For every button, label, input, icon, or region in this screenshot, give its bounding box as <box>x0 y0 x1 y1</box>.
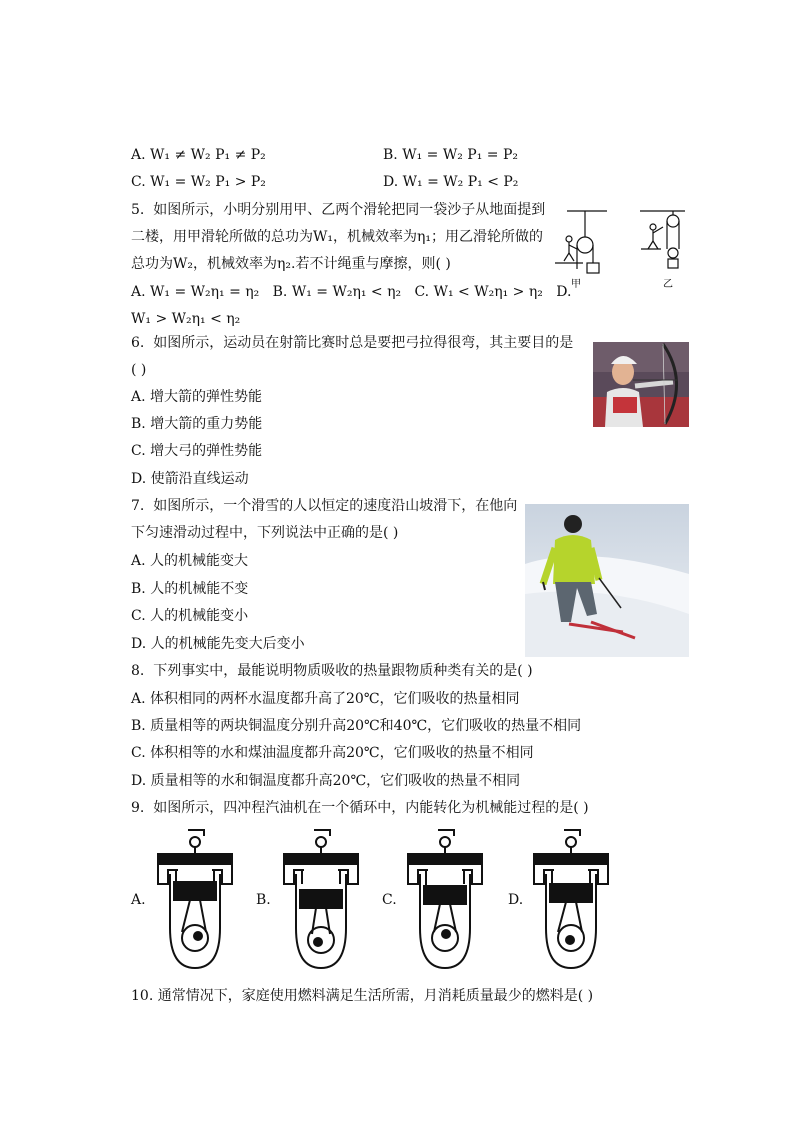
q6-option-b: B. 增大箭的重力势能 <box>131 416 263 432</box>
q6-stem: 6. 如图所示，运动员在射箭比赛时总是要把弓拉得很弯，其主要目的是 <box>131 335 574 351</box>
skier-photo <box>525 504 689 657</box>
q7-stem-line1: 7. 如图所示，一个滑雪的人以恒定的速度沿山坡滑下，在他向 <box>131 498 518 514</box>
q8-option-d: D. 质量相等的水和铜温度都升高20℃，它们吸收的热量不相同 <box>131 773 521 789</box>
q9-label-b: B. <box>256 892 271 908</box>
q8-stem: 8. 下列事实中，最能说明物质吸收的热量跟物质种类有关的是( ) <box>131 663 533 679</box>
engine-diagram-b <box>276 828 366 973</box>
engine-diagram-d <box>526 828 616 973</box>
q7-option-b: B. 人的机械能不变 <box>131 581 249 597</box>
archer-photo <box>593 342 689 427</box>
q8-option-a: A. 体积相同的两杯水温度都升高了20℃，它们吸收的热量相同 <box>131 691 520 707</box>
engine-diagram-c <box>400 828 490 973</box>
q5-option-d-cont: W₁ > W₂η₁ < η₂ <box>131 311 241 327</box>
engine-diagram-a <box>150 828 240 973</box>
q6-option-d: D. 使箭沿直线运动 <box>131 471 249 487</box>
q5-stem-line1: 5. 如图所示，小明分别用甲、乙两个滑轮把同一袋沙子从地面提到 <box>131 202 546 218</box>
q9-label-d: D. <box>508 892 524 908</box>
q10-stem: 10. 通常情况下，家庭使用燃料满足生活所需，月消耗质量最少的燃料是( ) <box>131 988 594 1004</box>
q8-option-b: B. 质量相等的两块铜温度分别升高20℃和40℃，它们吸收的热量不相同 <box>131 718 582 734</box>
pulley-figure <box>555 205 695 290</box>
q4-option-c: C. W₁ = W₂ P₁ > P₂ <box>131 174 266 190</box>
q4-option-a: A. W₁ ≠ W₂ P₁ ≠ P₂ <box>131 147 266 163</box>
q6-option-c: C. 增大弓的弹性势能 <box>131 443 263 459</box>
q5-option-b: B. W₁ = W₂η₁ < η₂ <box>272 284 402 300</box>
q6-option-a: A. 增大箭的弹性势能 <box>131 389 263 405</box>
q5-option-c: C. W₁ < W₂η₁ > η₂ <box>414 284 543 300</box>
q9-label-a: A. <box>131 892 146 908</box>
q7-option-d: D. 人的机械能先变大后变小 <box>131 636 305 652</box>
q9-stem: 9. 如图所示，四冲程汽油机在一个循环中，内能转化为机械能过程的是( ) <box>131 800 589 816</box>
q4-option-d: D. W₁ = W₂ P₁ < P₂ <box>383 174 519 190</box>
q5-stem-line3: 总功为W₂，机械效率为η₂.若不计绳重与摩擦，则( ) <box>131 256 451 272</box>
label-yi: 乙 <box>663 279 673 290</box>
q4-option-b: B. W₁ = W₂ P₁ = P₂ <box>383 147 518 163</box>
q8-option-c: C. 体积相等的水和煤油温度都升高20℃，它们吸收的热量不相同 <box>131 745 534 761</box>
q6-paren: ( ) <box>131 362 147 378</box>
q9-label-c: C. <box>382 892 397 908</box>
q5-options-row <box>131 282 571 302</box>
q7-option-a: A. 人的机械能变大 <box>131 553 249 569</box>
q7-stem-line2: 下匀速滑动过程中，下列说法中正确的是( ) <box>131 525 399 541</box>
q5-option-d: D. <box>556 284 572 300</box>
q5-option-a: A. W₁ = W₂η₁ = η₂ <box>131 284 260 300</box>
label-jia: 甲 <box>571 279 581 290</box>
q7-option-c: C. 人的机械能变小 <box>131 608 249 624</box>
q5-stem-line2: 二楼，用甲滑轮所做的总功为W₁，机械效率为η₁；用乙滑轮所做的 <box>131 229 544 245</box>
